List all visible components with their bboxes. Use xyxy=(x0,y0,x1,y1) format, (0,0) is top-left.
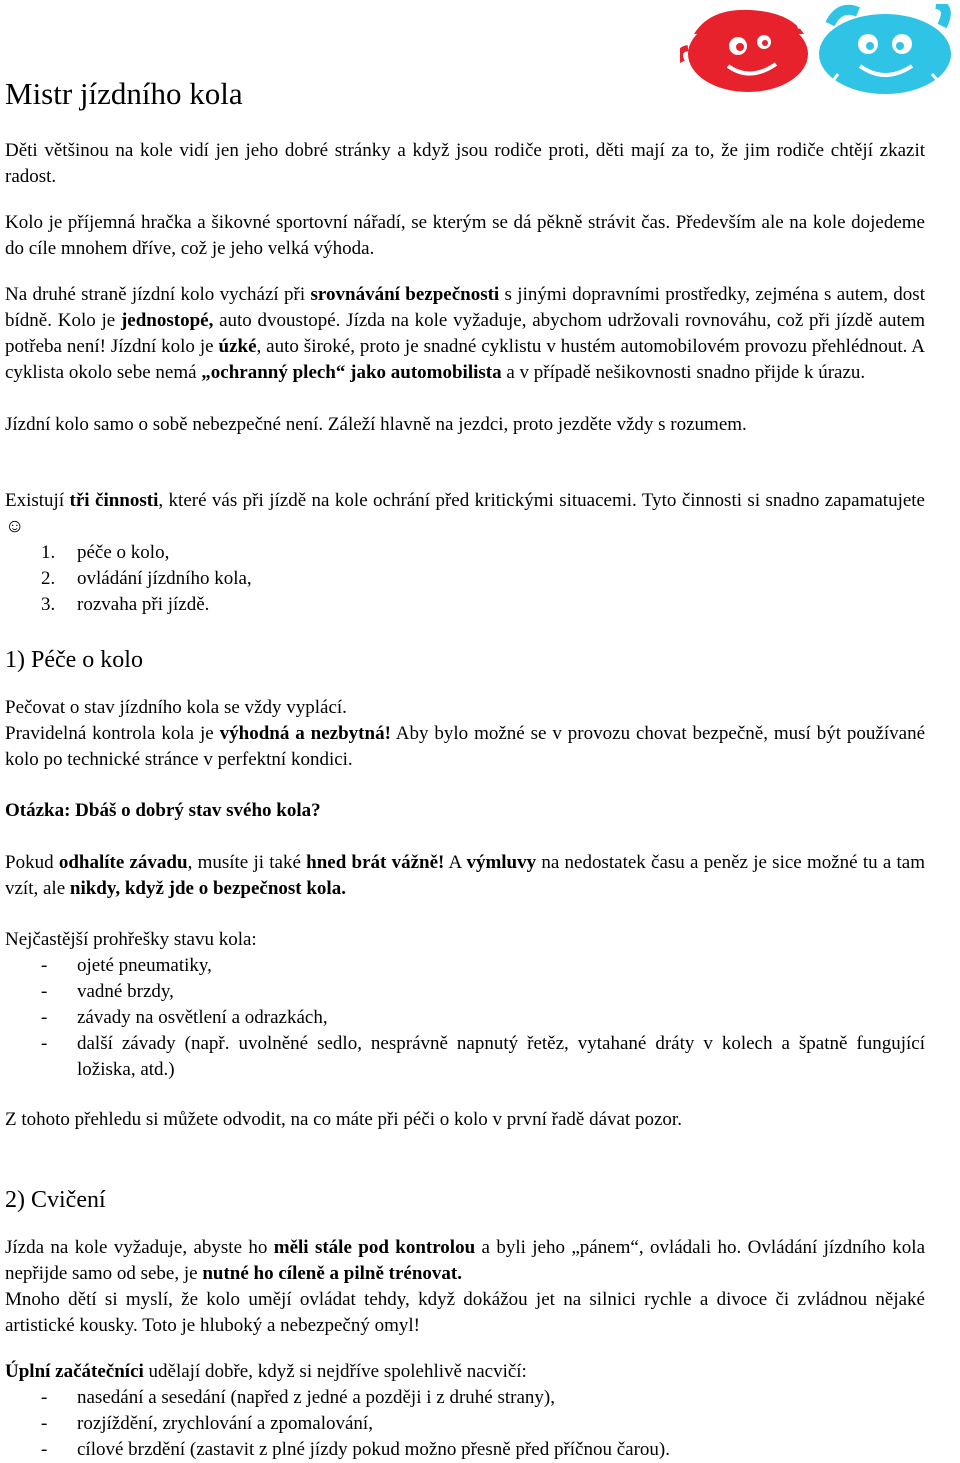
list-item: - vadné brzdy, xyxy=(41,981,174,1002)
list-item: 2. ovládání jízdního kola, xyxy=(41,568,252,589)
faults-intro: Nejčastější prohřešky stavu kola: xyxy=(5,929,257,950)
activities-paragraph: Existují tři činnosti, které vás při jízdě na kole ochrání před kritickými situacemi. Tyto činnosti si snadno zapamatujete ☺ xyxy=(5,490,925,537)
red-child-face-icon xyxy=(680,10,820,92)
page-title: Mistr jízdního kola xyxy=(5,76,243,111)
section-1-heading: 1) Péče o kolo xyxy=(5,647,143,673)
safety-conclusion: Jízdní kolo samo o sobě nebezpečné není. Záleží hlavně na jezdci, proto jezděte vždy s rozumem. xyxy=(5,414,747,435)
section-2-paragraph-3: Úplní začátečníci udělají dobře, když si nejdříve spolehlivě nacvičí: xyxy=(5,1361,527,1382)
section-1-question: Otázka: Dbáš o dobrý stav svého kola? xyxy=(5,800,321,821)
safety-paragraph: Na druhé straně jízdní kolo vychází při srovnávání bezpečnosti s jinými dopravními prostředky, zejména s autem, dost bídně. Kolo je jednostopé, auto dvoustopé. Jízda na kole vyžaduje, abychom udržovali rovnováhu, což při jízdě autem potřeba není! Jízdní kolo je úzké, auto široké, proto je snadné cyklistu v hustém automobilovém provozu přehlédnout. A cyklista okolo sebe nemá „ochranný plech“ jako automobilista a v případě nešikovnosti snadno přijde k úrazu. xyxy=(5,284,926,383)
intro-paragraph-1: Děti většinou na kole vidí jen jeho dobré stránky a když jsou rodiče proti, děti mají za to, že jim rodiče chtějí zkazit radost. xyxy=(5,140,925,187)
list-item: 3. rozvaha při jízdě. xyxy=(41,594,210,615)
section-2-heading: 2) Cvičení xyxy=(5,1187,106,1213)
section-2-paragraph-1: Jízda na kole vyžaduje, abyste ho měli stále pod kontrolou a byli jeho „pánem“, ovládali ho. Ovládání jízdního kola nepřijde samo od sebe, je nutné ho cíleně a pilně trénovat. xyxy=(5,1237,926,1284)
list-item: - závady na osvětlení a odrazkách, xyxy=(41,1007,328,1028)
section-1-paragraph-3: Pokud odhalíte závadu, musíte ji také hned brát vážně! A výmluvy na nedostatek času a peněz je sice možné tu a tam vzít, ale nikdy, když jde o bezpečnost kola. xyxy=(5,852,926,899)
section-1-paragraph-2: Pravidelná kontrola kola je výhodná a nezbytná! Aby bylo možné se v provozu chovat bezpečně, musí být používané kolo po technické stránce v perfektní kondici. xyxy=(5,723,925,770)
faults-list xyxy=(5,953,925,1083)
activities-list xyxy=(5,540,925,618)
list-item: - cílové brzdění (zastavit z plné jízdy pokud možno přesně před příčnou čarou). xyxy=(41,1439,671,1460)
list-item: - další závady (např. uvolněné sedlo, nesprávně napnutý řetěz, vytahané dráty v kolech a špatně fungující ložiska, atd.) xyxy=(41,1033,925,1080)
section-2-paragraph-2: Mnoho dětí si myslí, že kolo umějí ovládat tehdy, když dokážou jet na silnici rychle a divoce či zvládnou nějaké artistické kousky. Toto je hluboký a nebezpečný omyl! xyxy=(5,1289,925,1336)
list-item: - ojeté pneumatiky, xyxy=(41,955,212,976)
section-1-conclusion: Z tohoto přehledu si můžete odvodit, na co máte při péči o kolo v první řadě dávat pozor. xyxy=(5,1109,682,1130)
cyan-child-face-icon xyxy=(819,4,951,94)
skills-list xyxy=(5,1385,925,1463)
section-1-paragraph-1: Pečovat o stav jízdního kola se vždy vyplácí. xyxy=(5,697,347,718)
intro-paragraph-2: Kolo je příjemná hračka a šikovné sportovní nářadí, se kterým se dá pěkně strávit čas. Především ale na kole dojedeme do cíle mnohem dříve, což je jeho velká výhoda. xyxy=(5,212,925,259)
list-item: 1. péče o kolo, xyxy=(41,542,170,563)
logo-children-icon xyxy=(680,4,960,96)
list-item: - rozjíždění, zrychlování a zpomalování, xyxy=(41,1413,373,1434)
list-item: - nasedání a sesedání (napřed z jedné a později i z druhé strany), xyxy=(41,1387,555,1408)
